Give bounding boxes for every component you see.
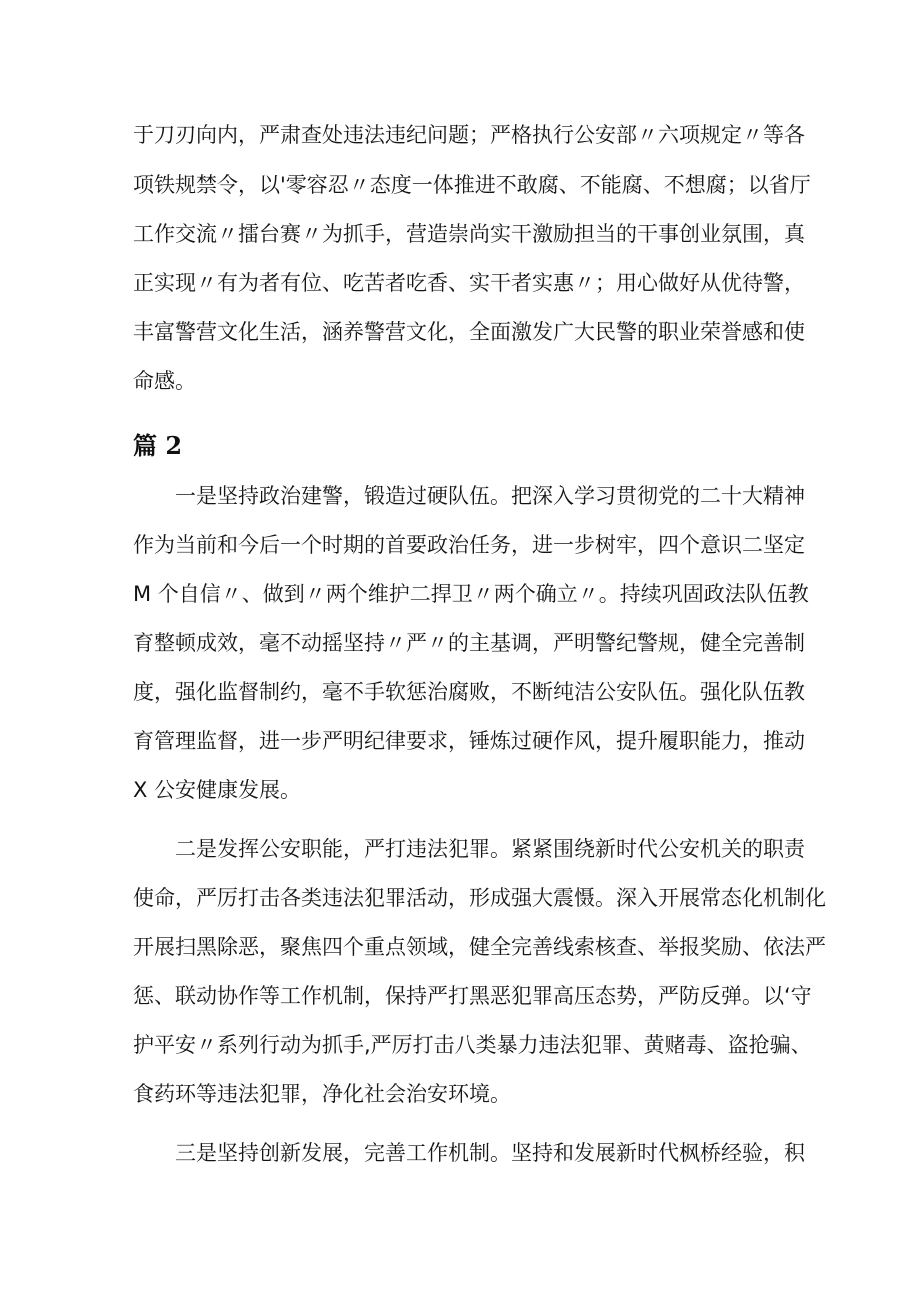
paragraph-2-line-4: 育整顿成效，毫不动摇坚持〃严〃的主基调，严明警纪警规，健全完善制 — [133, 631, 805, 655]
paragraph-2-line-2: 作为当前和今后一个时期的首要政治任务，进一步树牢，四个意识二坚定 — [133, 533, 805, 557]
paragraph-3-line-3: 开展扫黑除恶，聚焦四个重点领域，健全完善线索核查、举报奖励、依法严 — [133, 935, 826, 959]
paragraph-1-line-2: 项铁规禁令，以'零容忍〃态度一体推进不敢腐、不能腐、不想腐；以省厅 — [133, 173, 811, 197]
paragraph-2-line-3: M 个自信〃、做到〃两个维护二捍卫〃两个确立〃。持续巩固政法队伍教 — [133, 582, 809, 606]
paragraph-2-line-7: X 公安健康发展。 — [133, 778, 302, 802]
paragraph-3-line-2: 使命，严厉打击各类违法犯罪活动，形成强大震慑。深入开展常态化机制化 — [133, 886, 826, 910]
paragraph-1-line-5: 丰富警营文化生活，涵养警营文化，全面激发广大民警的职业荣誉感和使 — [133, 320, 805, 344]
paragraph-3-line-5: 护平安〃系列行动为抓手,严厉打击八类暴力违法犯罪、黄赌毒、盗抢骗、 — [133, 1033, 812, 1057]
paragraph-4-line-1: 三是坚持创新发展，完善工作机制。坚持和发展新时代枫桥经验，积 — [175, 1141, 805, 1165]
section-heading: 篇 2 — [133, 431, 183, 460]
paragraph-3-line-4: 惩、联动协作等工作机制，保持严打黑恶犯罪高压态势，严防反弹。以‘守 — [133, 984, 812, 1008]
paragraph-1-line-1: 于刀刃向内，严肃查处违法违纪问题；严格执行公安部〃六项规定〃等各 — [133, 123, 805, 147]
paragraph-1-line-4: 正实现〃有为者有位、吃苦者吃香、实干者实惠〃；用心做好从优待警， — [133, 271, 805, 295]
paragraph-3-line-6: 食药环等违法犯罪，净化社会治安环境。 — [133, 1082, 511, 1106]
paragraph-3-line-1: 二是发挥公安职能，严打违法犯罪。紧紧围绕新时代公安机关的职责 — [175, 837, 805, 861]
paragraph-2-line-1: 一是坚持政治建警，锻造过硬队伍。把深入学习贯彻党的二十大精神 — [175, 484, 805, 508]
paragraph-2-line-5: 度，强化监督制约，毫不手软惩治腐败，不断纯洁公安队伍。强化队伍教 — [133, 680, 805, 704]
paragraph-2-line-6: 育管理监督，进一步严明纪律要求，锤炼过硬作风，提升履职能力，推动 — [133, 729, 805, 753]
paragraph-1-line-6: 命感。 — [133, 369, 196, 393]
paragraph-1-line-3: 工作交流〃擂台赛〃为抓手，营造崇尚实干激励担当的干事创业氛围，真 — [133, 222, 805, 246]
